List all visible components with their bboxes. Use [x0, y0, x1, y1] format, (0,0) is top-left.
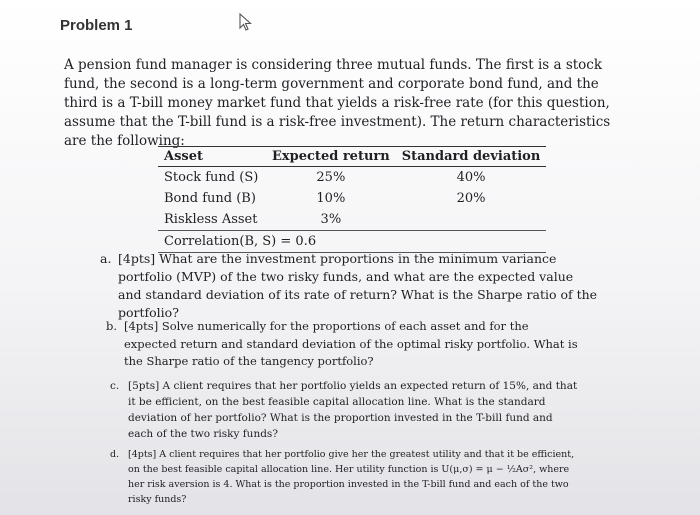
question-b [106, 318, 584, 371]
problem-intro: A pension fund manager is considering three mutual funds. The first is a stock fund, the second is a long-term government and corporate bond fund, and the third is a T-bill money market fund that yields a risk-free rate (for this question, assume that the T-bill fund is a risk-free investment). The return characteristics are the following: [64, 57, 611, 149]
table-row [158, 209, 546, 231]
standard-deviation-cell [396, 209, 547, 231]
question-text: [4pts] What are the investment proportions in the minimum variance portfolio (MVP) of the two risky funds, and what are the expected value and standard deviation of its rate of return? What is the Sharpe ratio of the portfolio? [118, 251, 598, 320]
header-asset: Asset [158, 147, 266, 167]
question-text: [4pts] Solve numerically for the proportions of each asset and for the expected return and standard deviation of the optimal risky portfolio. What is the Sharpe ratio of the tangency portfolio? [124, 319, 578, 368]
table-row [158, 167, 546, 189]
return-characteristics-table [158, 146, 546, 253]
question-label: b. [106, 319, 118, 333]
problem-title: Problem 1 [60, 17, 133, 34]
asset-cell: Riskless Asset [164, 212, 258, 227]
expected-return-cell: 25% [316, 170, 346, 185]
question-label: c. [110, 380, 120, 392]
header-expected-return: Expected return [266, 147, 396, 167]
standard-deviation-cell: 40% [456, 170, 486, 185]
standard-deviation-cell: 20% [456, 191, 486, 206]
question-label: d. [110, 449, 120, 460]
asset-cell: Bond fund (B) [164, 191, 256, 206]
question-a [100, 250, 598, 322]
correlation-cell: Correlation(B, S) = 0.6 [158, 231, 546, 253]
expected-return-cell: 10% [316, 191, 346, 206]
mouse-cursor-icon [238, 13, 254, 33]
asset-cell: Stock fund (S) [164, 170, 259, 185]
question-text: [4pts] A client requires that her portfolio give her the greatest utility and that it be efficient, on the best feasible capital allocation line. Her utility function is U(μ,σ) = μ − ½Aσ², where her risk aversion is 4. What is the proportion invested in the T-bill fund and each of the two risky funds? [128, 449, 575, 505]
question-label: a. [100, 251, 112, 266]
question-c [110, 378, 578, 442]
question-d [110, 447, 578, 507]
header-standard-deviation: Standard deviation [396, 147, 547, 167]
question-text: [5pts] A client requires that her portfolio yields an expected return of 15%, and that it be efficient, on the best feasible capital allocation line. What is the standard deviation of her portfolio? What is the proportion invested in the T-bill fund and each of the two risky funds? [128, 380, 578, 440]
table-row [158, 188, 546, 209]
table-header-row [158, 147, 546, 167]
expected-return-cell: 3% [320, 212, 342, 227]
